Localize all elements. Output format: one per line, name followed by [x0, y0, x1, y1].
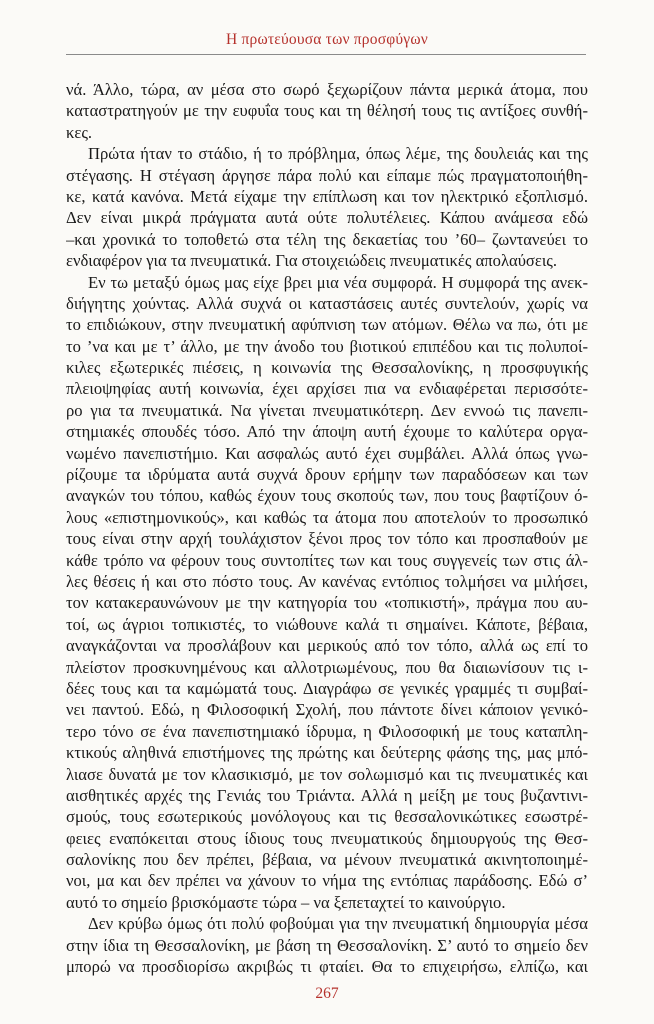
text-line: το ’να και με τ’ άλλο, με την άνοδο του βιοτικού επιπέδου και τις πολυποί- — [66, 336, 588, 356]
text-line: κες. — [66, 122, 93, 142]
text-line: τον κατακεραυνώνουν με την κατηγορία του «τοπικιστή», πράγμα που αυ- — [66, 593, 588, 613]
text-line: κε, κατά κανόνα. Μετά είχαμε την επίπλωση και τον ηλεκτρικό εξοπλισμό. — [66, 186, 588, 206]
text-line: μπορώ να προσδιορίσω ακριβώς τι φταίει. Θα το επιχειρήσω, ελπίζω, και — [66, 957, 588, 977]
text-line: Δεν κρύβω όμως ότι πολύ φοβούμαι για την πνευματική δημιουργία μέσα — [88, 914, 588, 934]
body-text — [66, 79, 588, 977]
text-line: αναγκάζονται να προσλάβουν και μερικούς από τον τόπο, αλλά ως επί το — [66, 636, 588, 656]
text-line: λους «επιστημονικούς», και καθώς τα άτομα που αποτελούν το προσωπικό — [66, 507, 588, 527]
text-line: αισθητικές αρχές της Γενιάς του Τριάντα. Αλλά η μείξη με τους βυζαντινι- — [66, 785, 588, 805]
text-line: τερο τόνο σε ένα πανεπιστημιακό ίδρυμα, η Φιλοσοφική με τους καταπλη- — [66, 721, 588, 741]
text-line: κάθε τρόπο να φέρουν τους συντοπίτες των και τους συγγενείς των στις άλ- — [66, 550, 588, 570]
paragraph — [66, 143, 588, 271]
running-head: Η πρωτεύουσα των προσφύγων — [226, 31, 428, 48]
text-line: το επιδιώκουν, στην πνευματική αφύπνιση των ατόμων. Θέλω να πω, ότι με — [66, 315, 588, 335]
text-line: ρο για τα πνευματικά. Να γίνεται πνευματικότερη. Δεν εννοώ τις πανεπι- — [66, 400, 588, 420]
text-line: σμούς, τους εσωτερικούς μονόλογους και τις θεσσαλονικώτικες εσωστρέ- — [66, 807, 588, 827]
paragraph — [66, 79, 588, 143]
text-line: λες θέσεις ή και στο πόστο τους. Αν κανένας εντόπιος τολμήσει να μιλήσει, — [66, 571, 588, 591]
text-line: φειες εναπόκειται στους ίδιους τους πνευματικούς δημιουργούς της Θεσ- — [66, 828, 588, 848]
text-line: νει παντού. Εδώ, η Φιλοσοφική Σχολή, που πάντοτε δίνει κάποιον γενικό- — [66, 700, 588, 720]
text-line: κιλες εξωτερικές πιέσεις, η κοινωνία της Θεσσαλονίκης, η προσφυγικής — [66, 358, 588, 378]
paragraph — [66, 913, 588, 977]
text-line: δέες τους και τα καμώματά τους. Διαγράφω σε γενικές γραμμές τι συμβαί- — [66, 678, 588, 698]
text-line: κτικούς αληθινά επιστήμονες της πρώτης και δεύτερης φάσης της, μας μπό- — [66, 743, 588, 763]
text-line: πλείστον προσκυνημένους και αλλοτριωμένους, που θα διαιωνίσουν τις ι- — [66, 657, 588, 677]
text-line: σαλονίκης που δεν πρέπει, βέβαια, να μένουν πνευματικά ακινητοποιημέ- — [66, 850, 588, 870]
text-line: ενδιαφέρον για τα πνευματικά. Για στοιχειώδεις πνευματικές απολαύσεις. — [66, 251, 558, 271]
text-line: λιασε δυνατά με τον κλασικισμό, με τον σολωμισμό και τις πνευματικές και — [66, 764, 588, 784]
page-number: 267 — [315, 985, 339, 1002]
text-line: –και χρονικά το τοποθετώ στα τέλη της δεκαετίας του ’60– ζωντανεύει το — [66, 229, 588, 249]
text-line: καταστρατηγούν με την ευφυΐα τους και τη θέλησή τους τις αντίξοες συνθή- — [66, 101, 588, 121]
text-line: ρίζουμε τα ιδρύματα αυτά συχνά δρουν ερήμην των παραδόσεων και των — [66, 465, 588, 485]
text-line: στην ίδια τη Θεσσαλονίκη, με βάση τη Θεσσαλονίκη. Σ’ αυτό το σημείο δεν — [66, 935, 588, 955]
text-line: νοι, μα και δεν πρέπει να χάνουν το νήμα της εντόπιας παράδοσης. Εδώ σ’ — [66, 871, 588, 891]
text-line: διήγητης χούντας. Αλλά συχνά οι καταστάσεις αυτές συντελούν, χωρίς να — [66, 293, 588, 313]
text-line: στέγασης. Η στέγαση άργησε πάρα πολύ και είπαμε πώς πραγματοποιήθη- — [66, 165, 588, 185]
text-line: νά. Άλλο, τώρα, αν μέσα στο σωρό ξεχωρίζουν πάντα μερικά άτομα, που — [66, 80, 588, 99]
text-line: αναγκών του τόπου, καθώς έχουν τους σκοπούς των, που τους βαφτίζουν ό- — [66, 486, 588, 506]
text-line: αυτό το σημείο βρισκόμαστε τώρα – να ξεπεταχτεί το καινούργιο. — [66, 892, 506, 912]
text-line: στημιακές σπουδές τόσο. Από την άποψη αυτή έχουμε το καλύτερα οργα- — [66, 422, 588, 442]
text-line: τοί, ως άγριοι τοπικιστές, το νιώθουνε καλά τι σημαίνει. Κάποτε, βέβαια, — [66, 614, 588, 634]
header-rule — [66, 54, 586, 55]
text-line: Πρώτα ήταν το στάδιο, ή το πρόβλημα, όπως λέμε, της δουλειάς και της — [88, 144, 588, 164]
text-line: Δεν είναι μικρά πράγματα αυτά ούτε πολυτέλειες. Κάπου ανάμεσα εδώ — [66, 208, 588, 228]
text-line: Εν τω μεταξύ όμως μας είχε βρει μια νέα συμφορά. Η συμφορά της ανεκ- — [88, 272, 588, 292]
text-line: νωμένο πανεπιστήμιο. Και ασφαλώς αυτό έχει συμβάλει. Αλλά όπως γνω- — [66, 443, 588, 463]
paragraph — [66, 272, 588, 914]
text-line: πλειοψηφίας αυτή κοινωνία, έχει αρχίσει πια να ενδιαφέρεται περισσότε- — [66, 379, 588, 399]
text-line: τους είναι στην αρχή τουλάχιστον ξένοι προς τον τόπο και προσπαθούν με — [66, 529, 588, 549]
